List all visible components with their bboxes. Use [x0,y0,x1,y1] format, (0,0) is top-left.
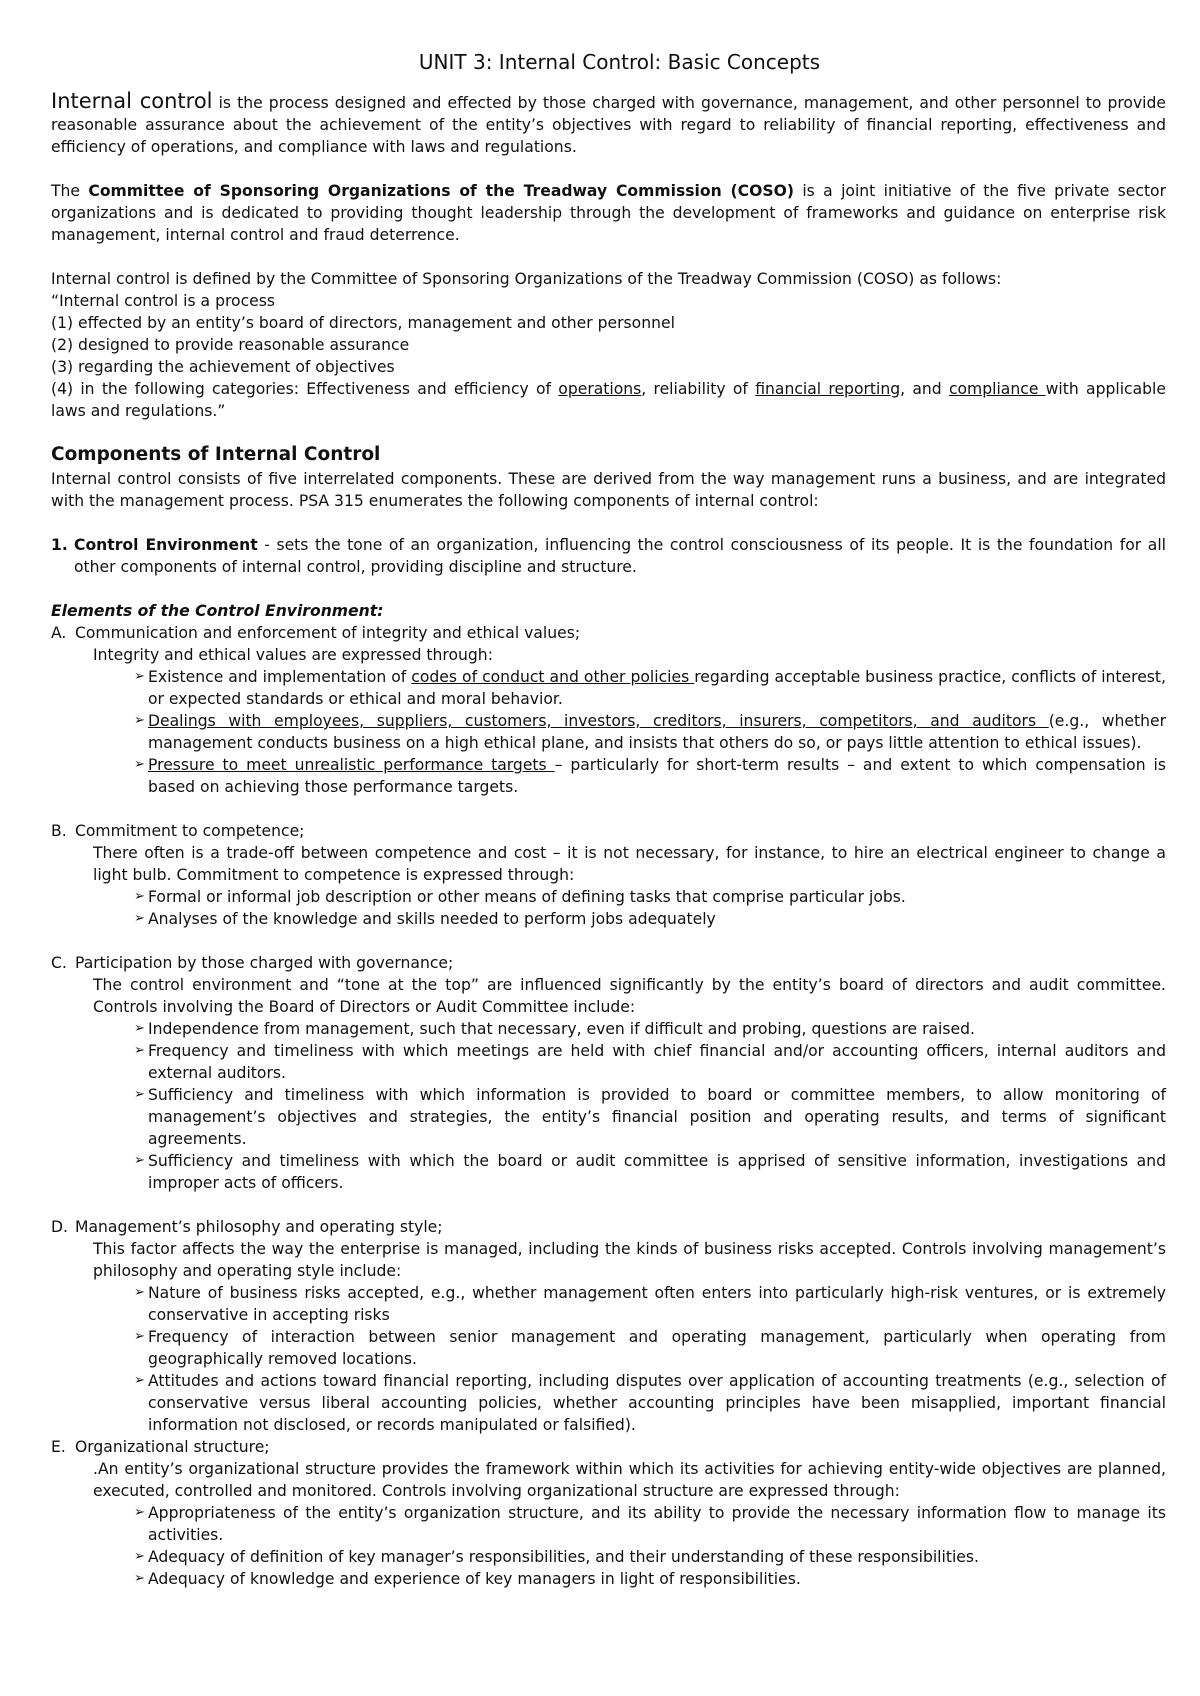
bullet-list [51,666,1166,798]
list-item [134,1568,1166,1590]
arrowhead-bullet-icon: ➢ [134,1549,145,1564]
bullet-text-part: regarding acceptable business practice, conflicts of interest, or expected standards or ethical and moral behavior. [148,668,1166,708]
bullet-text [148,710,1166,754]
bullet-text: Analyses of the knowledge and skills needed to perform jobs adequately [148,910,716,928]
arrowhead-bullet-icon: ➢ [134,1021,145,1036]
components-list [51,534,1166,578]
definition-point-4-text: , reliability of [641,380,756,398]
list-item [134,1502,1166,1546]
bullet-list [51,1502,1166,1590]
bullet-text: Adequacy of knowledge and experience of key managers in light of responsibilities. [148,1570,801,1588]
bullet-text-part: (e.g., whether management conducts business on a high ethical plane, and insists that others do so, or pays little attention to ethical issues). [148,712,1167,752]
definition-point-4-text: , and [900,380,949,398]
bullet-text: Attitudes and actions toward financial reporting, including disputes over application of accounting treatments (e.g., selection of conservative versus liberal accounting policies, whether accounting principles have been misapplied, important financial information not disclosed, or records manipulated or falsified). [148,1372,1166,1434]
underlined-phrase: codes of conduct and other policies [411,668,695,686]
list-item [134,1282,1166,1326]
list-item [134,754,1166,798]
element-title-text: Management’s philosophy and operating style; [75,1218,443,1236]
element-title [51,952,1166,974]
definition-point-4-text: (4) in the following categories: Effectiveness and efficiency of [51,380,559,398]
elements-heading: Elements of the Control Environment: [51,602,384,620]
element-title [51,1216,1166,1238]
definition-point-3: (3) regarding the achievement of objectives [51,358,395,376]
list-item [134,1084,1166,1150]
element-c [51,952,1166,1194]
element-letter: A. [51,624,67,642]
components-paragraph: Internal control consists of five interrelated components. These are derived from the way management runs a business, and are integrated with the management process. PSA 315 enumerates the following components of internal control: [51,470,1166,510]
arrowhead-bullet-icon: ➢ [134,1043,145,1058]
element-title [51,1436,1166,1458]
bullet-text: Appropriateness of the entity’s organization structure, and its ability to provide the necessary information flow to manage its activities. [148,1504,1166,1544]
underlined-financial-reporting: financial reporting [755,380,901,398]
control-environment-text: - sets the tone of an organization, influencing the control consciousness of its people. It is the foundation for all other components of internal control, providing discipline and structure. [74,536,1166,576]
intro-text: is the process designed and effected by those charged with governance, management, and other personnel to provide reasonable assurance about the achievement of the entity’s objectives with regard to reliability of financial reporting, effectiveness and efficiency of operations, and compliance with laws and regulations. [51,94,1167,156]
list-item [134,886,1166,908]
bullet-text: Frequency of interaction between senior management and operating management, particularly when operating from geographically removed locations. [148,1328,1166,1368]
list-item [134,1040,1166,1084]
list-item [134,1150,1166,1194]
definition-quote-start: “Internal control is a process [51,292,275,310]
element-title-text: Communication and enforcement of integrity and ethical values; [75,624,581,642]
bullet-text: Sufficiency and timeliness with which information is provided to board or committee members, to allow monitoring of management’s objectives and strategies, the entity’s financial position and operating results, and terms of significant agreements. [148,1086,1166,1148]
element-lead: .An entity’s organizational structure provides the framework within which its activities for achieving entity-wide objectives are planned, executed, controlled and monitored. Controls involving organizational structure are expressed through: [93,1460,1166,1500]
coso-definition [51,268,1166,422]
element-lead: The control environment and “tone at the top” are influenced significantly by the entity’s board of directors and audit committee. Controls involving the Board of Directors or Audit Committee include: [93,976,1166,1016]
coso-name: Committee of Sponsoring Organizations of the Treadway Commission (COSO) [88,182,794,200]
coso-prefix: The [51,182,89,200]
bullet-text: Adequacy of definition of key manager’s responsibilities, and their understanding of these responsibilities. [148,1548,979,1566]
bullet-text: Formal or informal job description or other means of defining tasks that comprise particular jobs. [148,888,906,906]
element-title [51,820,1166,842]
bullet-text: Nature of business risks accepted, e.g., whether management often enters into particularly high-risk ventures, or is extremely conservative in accepting risks [148,1284,1166,1324]
element-letter: B. [51,822,67,840]
element-lead: Integrity and ethical values are expressed through: [93,646,493,664]
underlined-phrase: Dealings with employees, suppliers, customers, investors, creditors, insurers, competitors, and auditors [148,712,1049,730]
page-title: UNIT 3: Internal Control: Basic Concepts [418,50,821,74]
bullet-text: Sufficiency and timeliness with which the board or audit committee is apprised of sensitive information, investigations and improper acts of officers. [148,1152,1166,1192]
bullet-text-part: – particularly for short-term results – and extent to which compensation is based on achieving those performance targets. [148,756,1166,796]
element-title-text: Organizational structure; [75,1438,270,1456]
control-environment-term: Control Environment [74,536,258,554]
bullet-list [51,1282,1166,1436]
element-d [51,1216,1166,1436]
element-title-text: Participation by those charged with governance; [75,954,454,972]
bullet-list [51,1018,1166,1194]
arrowhead-bullet-icon: ➢ [134,1373,145,1388]
list-item [134,1018,1166,1040]
list-item [134,1326,1166,1370]
underlined-compliance: compliance [948,380,1046,398]
arrowhead-bullet-icon: ➢ [134,1153,145,1168]
arrowhead-bullet-icon: ➢ [134,669,145,684]
element-letter: E. [51,1438,66,1456]
definition-point-4-text: with applicable laws and regulations.” [51,380,1166,420]
element-lead: There often is a trade-off between competence and cost – it is not necessary, for instance, to hire an electrical engineer to change a light bulb. Commitment to competence is expressed through: [93,844,1166,884]
list-item [134,1370,1166,1436]
list-item [134,1546,1166,1568]
arrowhead-bullet-icon: ➢ [134,1505,145,1520]
arrowhead-bullet-icon: ➢ [134,1285,145,1300]
item-body [74,534,1166,578]
arrowhead-bullet-icon: ➢ [134,757,145,772]
element-a [51,622,1166,798]
item-number: 1. [51,536,68,554]
bullet-text-part: Existence and implementation of [148,668,412,686]
definition-point-4 [51,378,1166,422]
element-letter: C. [51,954,67,972]
definition-point-1: (1) effected by an entity’s board of directors, management and other personnel [51,314,675,332]
intro-paragraph [51,90,1166,158]
arrowhead-bullet-icon: ➢ [134,911,145,926]
list-item [134,710,1166,754]
coso-paragraph [51,180,1166,246]
underlined-operations: operations [558,380,642,398]
list-item [134,666,1166,710]
bullet-text: Frequency and timeliness with which meetings are held with chief financial and/or accounting officers, internal auditors and external auditors. [148,1042,1166,1082]
element-title-text: Commitment to competence; [75,822,305,840]
arrowhead-bullet-icon: ➢ [134,1087,145,1102]
element-lead: This factor affects the way the enterprise is managed, including the kinds of business risks accepted. Controls involving management’s philosophy and operating style include: [93,1240,1166,1280]
coso-text: is a joint initiative of the five private sector organizations and is dedicated to providing thought leadership through the development of frameworks and guidance on enterprise risk management, internal control and fraud deterrence. [51,182,1167,244]
definition-point-2: (2) designed to provide reasonable assurance [51,336,410,354]
underlined-phrase: Pressure to meet unrealistic performance targets [148,756,555,774]
element-letter: D. [51,1218,68,1236]
bullet-text [148,666,1166,710]
arrowhead-bullet-icon: ➢ [134,1329,145,1344]
bullet-text [148,754,1166,798]
bullet-text: Independence from management, such that necessary, even if difficult and probing, questions are raised. [148,1020,975,1038]
intro-term: Internal control [51,89,213,113]
bullet-list [51,886,1166,930]
definition-intro: Internal control is defined by the Committee of Sponsoring Organizations of the Treadway Commission (COSO) as follows: [51,270,1002,288]
element-b [51,820,1166,930]
arrowhead-bullet-icon: ➢ [134,1571,145,1586]
list-item [134,908,1166,930]
element-e [51,1436,1166,1590]
components-heading: Components of Internal Control [51,444,381,465]
list-item [51,534,1166,578]
arrowhead-bullet-icon: ➢ [134,889,145,904]
arrowhead-bullet-icon: ➢ [134,713,145,728]
element-title [51,622,1166,644]
